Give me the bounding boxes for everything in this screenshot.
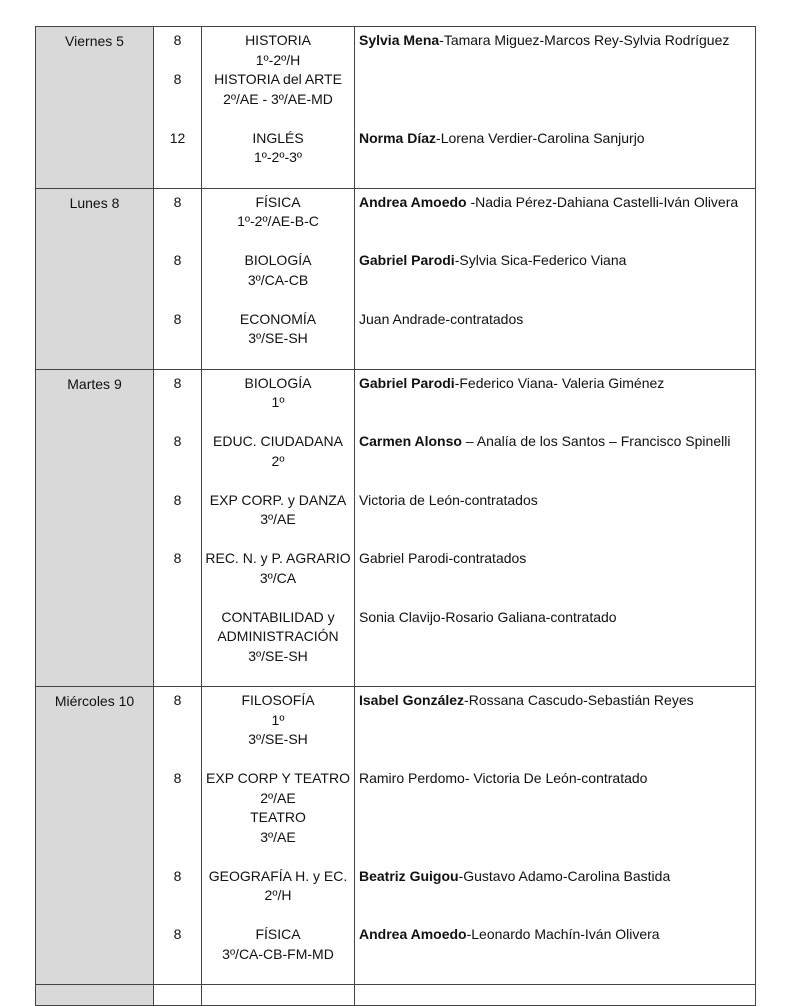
- hour-value: 8: [173, 433, 182, 449]
- teachers-entry: [355, 310, 755, 349]
- subject-line: GEOGRAFÍA H. y EC.: [208, 867, 348, 884]
- other-teachers: -Federico Viana- Valeria Giménez: [454, 374, 665, 391]
- hour-cell: [154, 188, 202, 369]
- lead-teacher: Gabriel Parodi: [359, 252, 455, 268]
- day-cell: [36, 687, 154, 985]
- other-teachers: Sonia Clavijo-Rosario Galiana-contratado: [359, 608, 617, 625]
- subject-entry: [202, 129, 354, 168]
- subject-line: BIOLOGÍA: [244, 252, 312, 268]
- day-cell: [36, 188, 154, 369]
- other-teachers: -Lorena Verdier-Carolina Sanjurjo: [436, 129, 645, 146]
- teachers-entry: [355, 691, 755, 769]
- other-teachers: -Tamara Miguez-Marcos Rey-Sylvia Rodríguez: [439, 32, 730, 48]
- subject-line: EXP CORP. y DANZA: [209, 491, 347, 508]
- subject-entry: [202, 925, 354, 964]
- teachers-entry: [355, 374, 755, 433]
- subject-line: ECONOMÍA: [239, 310, 317, 327]
- subject-cell: [202, 27, 355, 189]
- subject-entry: [202, 374, 354, 433]
- subject-line: INGLÉS: [252, 129, 304, 146]
- lead-teacher: Gabriel Parodi: [359, 374, 455, 391]
- subject-entry: [202, 769, 354, 867]
- other-teachers: -Rossana Cascudo-Sebastián Reyes: [464, 692, 694, 708]
- teachers-entry: [355, 31, 755, 70]
- teachers-entry: [355, 432, 755, 491]
- hour-value: 8: [173, 193, 182, 210]
- subject-entry: [202, 691, 354, 769]
- teachers-entry: [355, 251, 755, 310]
- lead-teacher: Carmen Alonso: [359, 433, 462, 449]
- teach-cell: [355, 985, 756, 1006]
- hour-value: [154, 608, 201, 667]
- subject-line: EDUC. CIUDADANA: [213, 433, 343, 449]
- hour-value: 8: [173, 374, 182, 391]
- subj-cell: [202, 985, 355, 1006]
- other-teachers: – Analía de los Santos – Francisco Spinelli: [461, 433, 731, 449]
- other-teachers: Gabriel Parodi-contratados: [359, 550, 527, 566]
- hour-value: 8: [173, 71, 182, 87]
- subject-line: 2º: [271, 452, 285, 469]
- hour-value: 8: [173, 692, 182, 708]
- teachers-cell: [355, 369, 756, 687]
- lead-teacher: Andrea Amoedo: [359, 926, 467, 942]
- subject-line: FÍSICA: [255, 926, 301, 942]
- hour-value: 8: [173, 32, 182, 48]
- subject-line: 1º: [271, 711, 285, 728]
- subject-line: ADMINISTRACIÓN: [217, 628, 339, 644]
- lead-teacher: Sylvia Mena: [359, 32, 440, 48]
- hour-cell: [154, 687, 202, 985]
- day-row: [36, 369, 756, 687]
- hour-value: 8: [173, 926, 182, 942]
- teachers-entry: [355, 129, 755, 168]
- teachers-entry: [355, 549, 755, 608]
- subject-line: 3º/CA: [259, 569, 297, 586]
- day-row: [36, 27, 756, 189]
- subject-line: 1º-2º/AE-B-C: [237, 213, 319, 229]
- day-label: Martes 9: [67, 375, 122, 392]
- subject-line: 3º/SE-SH: [248, 330, 308, 346]
- hour-value: 8: [173, 252, 182, 268]
- day-row: [36, 687, 756, 985]
- subject-line: TEATRO: [250, 809, 306, 825]
- subject-entry: [202, 608, 354, 667]
- subject-line: 3º/SE-SH: [248, 731, 308, 747]
- teachers-entry: [355, 769, 755, 867]
- subject-line: REC. N. y P. AGRARIO: [205, 550, 351, 566]
- other-teachers: Ramiro Perdomo- Victoria De León-contratado: [359, 770, 648, 786]
- day-label: Viernes 5: [65, 33, 124, 49]
- other-teachers: -Leonardo Machín-Iván Olivera: [466, 926, 660, 942]
- subject-cell: [202, 188, 355, 369]
- hour-value: 8: [173, 310, 182, 327]
- subject-line: HISTORIA del ARTE: [214, 71, 342, 87]
- subject-line: 1º-2º-3º: [253, 149, 303, 165]
- subject-line: 3º/CA-CB-FM-MD: [222, 945, 334, 962]
- hour-value: 8: [173, 491, 182, 508]
- teachers-cell: [355, 687, 756, 985]
- subject-entry: [202, 251, 354, 310]
- hour-value: 12: [169, 129, 186, 146]
- day-label: Miércoles 10: [54, 693, 135, 709]
- day-row: [36, 188, 756, 369]
- teachers-entry: [355, 70, 755, 129]
- subject-line: 3º/CA-CB: [247, 271, 309, 288]
- subject-entry: [202, 867, 354, 926]
- day-row: [36, 985, 756, 1006]
- day-cell: [36, 27, 154, 189]
- subject-entry: [202, 310, 354, 349]
- subject-line: 3º/AE: [260, 511, 296, 527]
- teachers-cell: [355, 27, 756, 189]
- subject-line: 1º-2º/H: [255, 51, 301, 68]
- exam-schedule-table: [35, 26, 756, 1006]
- subject-line: 2º/AE: [260, 789, 296, 806]
- hour-cell: [154, 985, 202, 1006]
- subject-entry: [202, 193, 354, 252]
- subject-line: 3º/SE-SH: [248, 647, 308, 664]
- lead-teacher: Norma Díaz: [359, 129, 437, 146]
- teachers-entry: [355, 491, 755, 550]
- subject-line: FÍSICA: [255, 193, 301, 210]
- subject-line: EXP CORP Y TEATRO: [206, 770, 350, 786]
- hour-value: 8: [173, 867, 182, 884]
- subject-cell: [202, 369, 355, 687]
- other-teachers: Victoria de León-contratados: [359, 491, 538, 508]
- subject-line: 1º: [271, 394, 285, 410]
- teachers-entry: [355, 925, 755, 964]
- teachers-entry: [355, 867, 755, 926]
- lead-teacher: Isabel González: [359, 692, 465, 708]
- day-cell: [36, 369, 154, 687]
- lead-teacher: Andrea Amoedo: [359, 193, 467, 210]
- subject-entry: [202, 491, 354, 550]
- subject-cell: [202, 687, 355, 985]
- other-teachers: -Sylvia Sica-Federico Viana: [454, 252, 627, 268]
- other-teachers: -Gustavo Adamo-Carolina Bastida: [458, 867, 671, 884]
- day-cell: [36, 985, 154, 1006]
- lead-teacher: Beatriz Guigou: [359, 867, 459, 884]
- hour-value: 8: [173, 550, 182, 566]
- day-label: Lunes 8: [69, 194, 120, 211]
- subject-line: HISTORIA: [245, 32, 311, 48]
- subject-entry: [202, 549, 354, 608]
- subject-line: BIOLOGÍA: [244, 374, 312, 391]
- teachers-entry: [355, 608, 755, 667]
- subject-entry: [202, 31, 354, 70]
- teachers-cell: [355, 188, 756, 369]
- hour-cell: [154, 369, 202, 687]
- other-teachers: -Nadia Pérez-Dahiana Castelli-Iván Olivera: [466, 193, 739, 210]
- subject-line: 2º/AE - 3º/AE-MD: [223, 90, 333, 107]
- hour-value: 8: [173, 770, 182, 786]
- subject-line: FILOSOFÍA: [241, 692, 315, 708]
- subject-line: 3º/AE: [260, 828, 296, 845]
- subject-entry: [202, 432, 354, 491]
- subject-entry: [202, 70, 354, 129]
- subject-line: 2º/H: [264, 887, 292, 903]
- other-teachers: Juan Andrade-contratados: [359, 310, 524, 327]
- teachers-entry: [355, 193, 755, 252]
- hour-cell: [154, 27, 202, 189]
- subject-line: CONTABILIDAD y: [221, 608, 335, 625]
